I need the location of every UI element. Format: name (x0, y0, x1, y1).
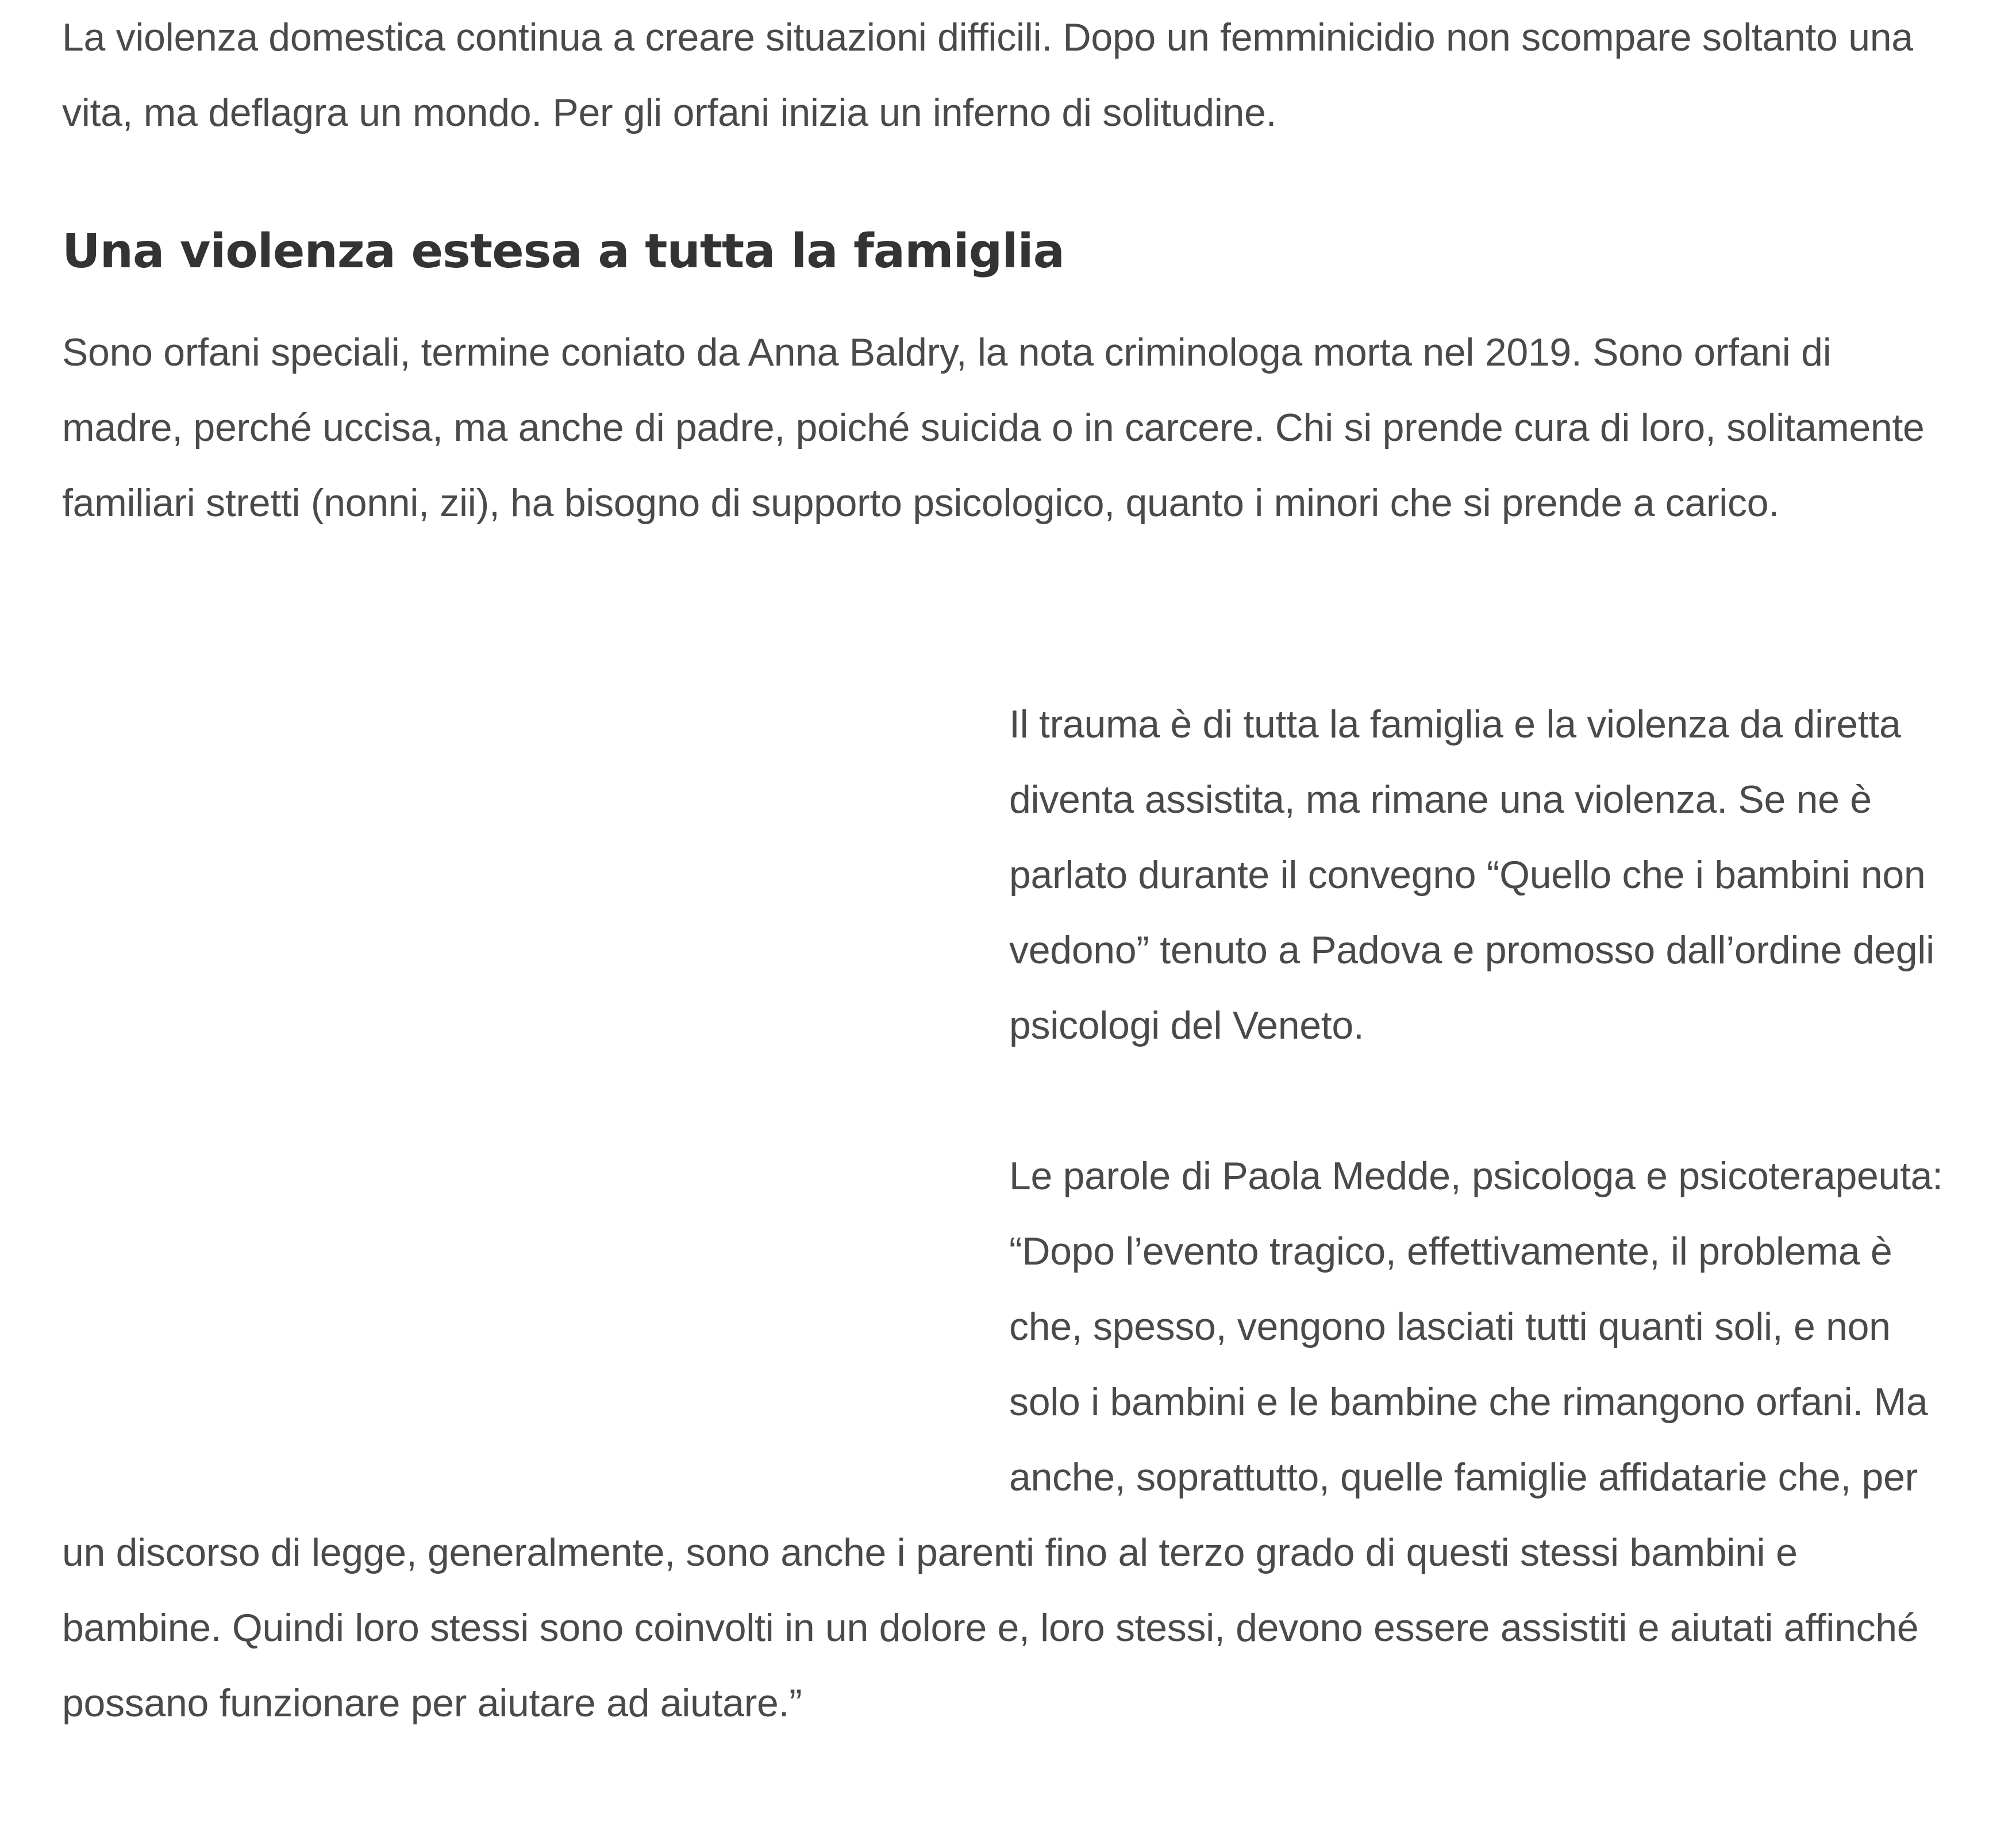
image-placeholder (62, 687, 1009, 1486)
paragraph-trauma: Il trauma è di tutta la famiglia e la violenza da diretta diventa assistita, ma rimane una violenza. Se ne è parlato durante il convegno “Quello che i bambini non vedono” tenuto a Padova e promosso dall’ordine degli psicologi del Veneto. (1009, 702, 1934, 1047)
paragraph-quote-medde: Le parole di Paola Medde, psicologa e psicoterapeuta: “Dopo l’evento tragico, effettivamente, il problema è che, spesso, vengono lasciati tutti quanti soli, e non solo i bambini e le bambine che rimangono orfani. Ma anche, soprattutto, quelle famiglie affidatarie che, per un discorso di legge, generalmente, sono anche i parenti fino al terzo grado di questi stessi bambini e bambine. Quindi loro stessi sono coinvolti in un dolore e, loro stessi, devono essere assistiti e aiutati affinché possano funzionare per aiutare ad aiutare.” (62, 1154, 1943, 1725)
floated-content-block (62, 687, 1959, 1741)
intro-paragraph: La violenza domestica continua a creare situazioni difficili. Dopo un femminicidio non scompare soltanto una vita, ma deflagra un mondo. Per gli orfani inizia un inferno di solitudine. (62, 16, 1913, 135)
section-heading: Una violenza estesa a tutta la famiglia (62, 224, 1064, 279)
article-body (62, 0, 1947, 1725)
paragraph-orfani-speciali: Sono orfani speciali, termine coniato da Anna Baldry, la nota criminologa morta nel 2019. Sono orfani di madre, perché uccisa, ma anche di padre, poiché suicida o in carcere. Chi si prende cura di loro, solitamente familiari stretti (nonni, zii), ha bisogno di supporto psicologico, quanto i minori che si prende a carico. (62, 331, 1925, 525)
